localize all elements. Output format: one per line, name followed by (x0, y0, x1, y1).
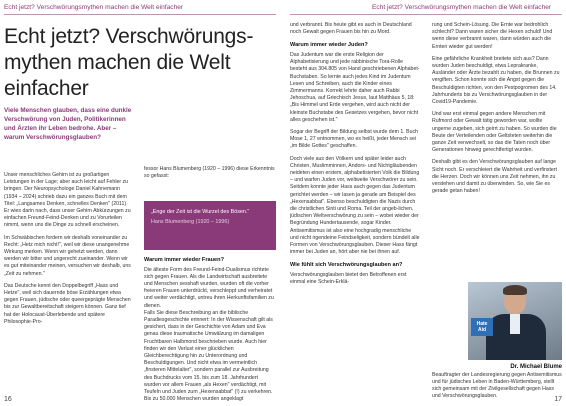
body-paragraph: Das Judentum war die erste Religion der Alphabetisierung und jede rabbinische Tora-Rolle besteht aus 304.805 von Hand geschriebenen Alphabet-Buchstaben. So lernte auch jedes Kind im Judentum Lesen und Schreiben, auch die Kinder eines Zimmermanns. Korrekt lehrte daher auch Rabbi Jehoschua, auf Griechisch Jesus, laut Matthäus 5, 18: „Bis Himmel und Erde vergehen, wird auch nicht der kleinste Buchstabe des Gesetzes vergehen, bevor nicht alles geschehen ist." (290, 52, 420, 123)
body-paragraph: Deshalb gibt es den Verschwörungsglauben auf lange Sicht noch. Er verschleiert die Wahrheit und verfinstert die Herzen. Doch wir können uns Zeit nehmen, ihn zu verstehen und damit zu überwinden. So, wie Sie es gerade getan haben! (432, 159, 557, 195)
column-2 (144, 257, 276, 403)
article-lead: Viele Menschen glauben, dass eine dunkle Verschwörung von Juden, Politikerinnen und Ärzten ihr Leben bedrohe. Aber – warum Verschwörungsglauben? (4, 107, 132, 141)
body-paragraph: Verschwörungsglauben bietet den Betroffenen erst einmal eine Schein-Erklä- (290, 272, 407, 286)
caption-role: Beauftragter der Landesregierung gegen Antisemitismus und für jüdisches Leben in Baden-Württemberg, stellt sich gemeinsam mit der Zivilgesellschaft gegen Hass und Verschwörungsglauben. (432, 372, 562, 399)
header-rule-left (4, 14, 276, 15)
body-paragraph: Das Deutsche kennt den Doppelbegriff „Hass und Hetze", weil sich dauernde böse Erzählungen etwa gegen Frauen, jüdische oder queergeprägte Menschen bis zur Gewaltbereitschaft steigern können. Ganz tief hat der Holocaust-Überlebende und spätere Philosophie-Pro- (4, 282, 131, 325)
body-paragraph: Im Schwäbischen fordern wir deshalb voneinander zu Recht: „Hetz mich nicht!", weil wir diese unangenehme Wirkung merken. Wenn wir gehetzt werden, dann werden wir bitter und ungerecht zueinander. Wenn wir es gut miteinander meinen, versuchen wir deshalb, uns „Zeit zu nehmen." (4, 234, 131, 277)
column-1 (4, 172, 134, 331)
body-paragraph: Falls Sie diese Beschreibung an die biblische Paradiesgeschichte erinnert: In der Wissenschaft gilt als gesichert, dass in der Geschichte von Adam und Eva genau diese traumatische Umwälzung im damaligen Fruchtbaren Halbmond beschrieben wurde. Auch hier finden wir den Verlust einer glücklichen Gleichberechtigung hin zu Unterordnung und Beschuldigungen. Und nicht etwa im vermeintlich „finsteren Mittelalter", sondern parallel zur Ausbreitung des Buchdrucks vom 15. bis zum 18. Jahrhundert wurden vor allem Frauen „als Hexen" verdächtigt, mit Teufeln und Juden zum „Hexensabbat" (!) zu verkehren. Bis zu 50.000 Menschen wurden angeklagt (144, 309, 273, 403)
header-rule-right (290, 14, 562, 15)
pull-quote-author: Hans Blumenberg (1920 – 1996) (151, 218, 230, 225)
body-paragraph: Und war erst einmal gegen andere Menschen mit Rufmord oder Gewalt tätig geworden war, wollte ungerne zugeben, sich geirrt zu haben. So wurden die Beute der Verteilenden oder Geltsteten weiterhin die ganze Zeit verwechselt, so das die Taten noch über Generationen hinweg gerechtfertigt wurden. (432, 111, 557, 154)
section-heading-frauen: Warum immer wieder Frauen? (144, 257, 224, 263)
section-heading: Wie fühlt sich Verschwörungsglauben an? (290, 262, 403, 269)
body-paragraph: Die älteste Form des Freund-Feind-Dualismus richtete sich gegen Frauen. Als die Landwirtschaft ausbreitete und Menschen sesshaft wurden, wurden oft die vorher freieren Frauen unterdrückt, verschleppt und verheiratet und weiter verdächtigt, untreu ihren Herkunftsfamilien zu dienen. (144, 266, 274, 309)
section-heading: Warum immer wieder Juden? (290, 42, 368, 49)
page-number-right: 17 (554, 396, 562, 403)
column-2-intro: fessor Hans Blumenberg (1920 – 1996) diese Erkenntnis so gefasst: (144, 166, 275, 180)
body-paragraph: und verbrannt. Bis heute gibt es auch in Deutschland noch Gewalt gegen Frauen bis hin zu Mord. (290, 22, 412, 36)
pull-quote-text: „Enge der Zeit ist die Wurzel des Bösen." (151, 209, 250, 215)
photo-sign: Hate Aid (471, 318, 493, 336)
page-number-left: 16 (4, 396, 12, 403)
author-photo (468, 282, 562, 360)
body-paragraph: Doch viele aus den Völkern und später leider auch Christen, Muslimminnen, Andors- und Nichtgläubenden neideten einen erstem, alphabetisierten Volk die Bildung – und warfen Juden vor, weltweite Verschwörer zu sein. Seitdem konnte jeder Hass auch gegen das Judentum gerichtet werden – wir lasen ja gerade am Beispiel des „Hexensabbat". Ebenso beschuldigten die Nazis durch die christlichen Sinti und Roma. Teil der angeb-lichen, jüdischen Weltverschwörung zu sein – wobei wieder der Begründung Hundertausende, sogar Kinder. Antisemitismus ist also eine hochgradig menschliche und nicht irgendeine Feindseligkeit, sondern bündelt alle Formen von Verschwörungsglauben. Dieser Hass fängt immer bei Juden an, hört aber nie bei ihnen auf. (290, 155, 420, 256)
body-paragraph: rung und Schein-Lösung. Die Ernte war bedrohlich schlecht? Dann waren sicher die Hexen schuld! Und wenn diese verbrannt waren, dann würden auch die Ernten wieder gut werden! (432, 22, 553, 50)
body-paragraph: Sogar der Begriff der Bildung selbst wurde dem 1. Buch Mose 1, 27 entnommen, wo es heißt, jeder Mensch sei „im Bilde Gottes" geschaffen. (290, 129, 418, 150)
column-4 (432, 22, 562, 200)
article-headline: Echt jetzt? Verschwörungs-mythen machen die Welt einfacher (4, 25, 254, 100)
running-head-left: Echt jetzt? Verschwörungsmythen machen die Welt einfacher (4, 4, 184, 11)
column-3 (290, 22, 420, 291)
body-paragraph: Unser menschliches Gehirn ist zu großartigen Leistungen in der Lage; aber auch leicht auf Fehler zu bringen. Der Neuropsychologe Daniel Kahnemann (1934 – 2024) schrieb dazu ein ganzes Buch mit dem Titel: „Langsames Denken, schnelles Denken" (2011). Er wies darin nach, dass unser Gehirn Abkürzungen zu einfachen Freund-Feind-Denken und zu Vorurteilen nimmt, wenn uns die Dinge zu schnell erscheinen. (4, 172, 131, 229)
body-paragraph: Eine gefährliche Krankheit breitete sich aus? Dann wurden Juden beschuldigt, etwa Leprakranke, Ausländer oder Ärzte bezahlt zu haben, die Brunnen zu vergiften. Schon konnte sich die Angst gegen die Beschuldigten richten, von den Pestpogromen des 14. Jahrhunderts bis zu Verschwörungsglauben in der Covid19-Pandemie. (432, 55, 560, 106)
caption-name: Dr. Michael Blume (510, 364, 562, 370)
photo-caption (432, 363, 562, 371)
pull-quote-box (144, 201, 276, 250)
photo-person-hair (503, 285, 527, 295)
photo-person-shirt (510, 314, 520, 334)
running-head-right: Echt jetzt? Verschwörungsmythen machen die Welt einfacher (372, 4, 552, 11)
